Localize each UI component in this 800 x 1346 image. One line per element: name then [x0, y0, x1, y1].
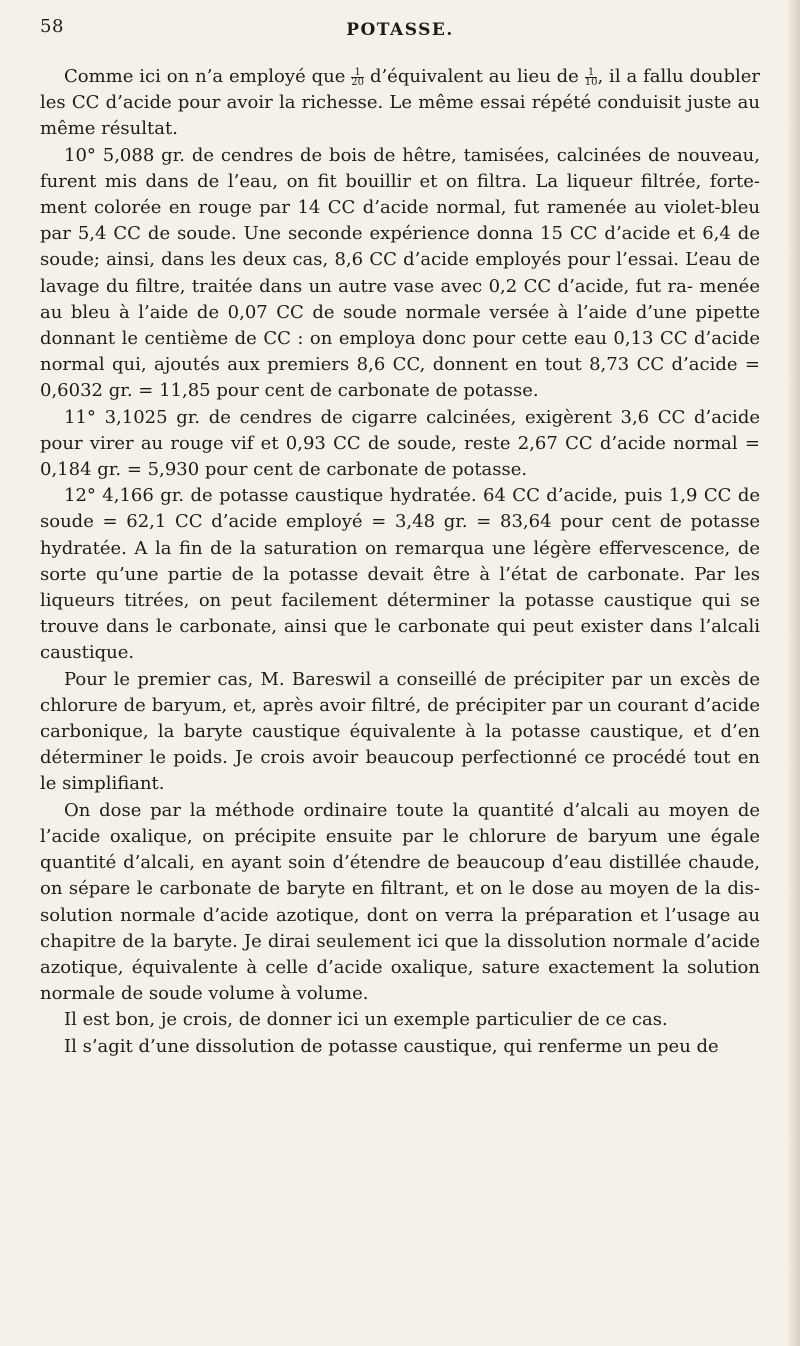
fraction-1-numerator: 1	[351, 68, 364, 78]
paragraph-1-text-a: Comme ici on n’a employé que	[64, 66, 346, 87]
paragraph-6: On dose par la méthode ordinaire toute la quantité d’alcali au moyen de l’acide oxalique, on précipite ensuite par le chlorure de baryum une égale quantité d’alcali, en ayant soin d’étendre de beaucoup d’eau distillée chaude, on sépare le carbonate de baryte en filtrant, et on le dose au moyen de la dis- solution normale d’acide azotique, dont on verra la préparation et l’usage au chapitre de la baryte. Je dirai seulement ici que la dissolution normale d’acide azotique, équivalente à celle d’acide oxalique, sature exactement la solution normale de soude volume à volume.	[40, 799, 760, 1005]
paragraph-7: Il est bon, je crois, de donner ici un exemple particulier de ce cas.	[64, 1009, 668, 1031]
page-edge-shadow	[786, 0, 800, 1346]
paragraph-3: 11° 3,1025 gr. de cendres de cigarre calcinées, exigèrent 3,6 CC d’acide pour virer au rouge vif et 0,93 CC de soude, reste 2,67 CC d’acide normal = 0,184 gr. = 5,930 pour cent de carbonate de potasse.	[40, 406, 760, 481]
paragraph-8: Il s’agit d’une dissolution de potasse caustique, qui renferme un peu de	[64, 1035, 719, 1057]
paragraph-2: 10° 5,088 gr. de cendres de bois de hêtre, tamisées, calcinées de nouveau, furent mis dans de l’eau, on fit bouillir et on filtra. La liqueur filtrée, forte- ment colorée en rouge par 14 CC d’acide normal, fut ramenée au violet-bleu par 5,4 CC de soude. Une seconde expérience donna 15 CC d’acide et 6,4 de soude; ainsi, dans les deux cas, 8,6 CC d’acide employés pour l’essai. L’eau de lavage du filtre, traitée dans un autre vase avec 0,2 CC d’acide, fut ra- menée au bleu à l’aide de 0,07 CC de soude normale versée à l’aide d’une pipette donnant le centième de CC : on employa donc pour cette eau 0,13 CC d’acide normal qui, ajoutés aux premiers 8,6 CC, donnent en tout 8,73 CC d’acide = 0,6032 gr. = 11,85 pour cent de carbonate de potasse.	[40, 144, 760, 402]
fraction-2-numerator: 1	[585, 68, 598, 78]
paragraph-1-text-c: , il a fallu doubler les CC d’acide pour avoir la richesse. Le même essai répété conduisit juste au même résultat.	[40, 66, 760, 140]
fraction-2-denominator: 10	[584, 77, 598, 88]
page-body	[40, 64, 760, 1060]
paragraph-1	[40, 64, 760, 143]
page-header	[40, 16, 760, 50]
page-number: 58	[40, 16, 64, 37]
paragraph-5: Pour le premier cas, M. Bareswil a conseillé de précipiter par un excès de chlorure de baryum, et, après avoir filtré, de précipiter par un courant d’acide carbonique, la baryte caustique équivalente à la potasse caustique, et d’en déterminer le poids. Je crois avoir beaucoup perfectionné ce procédé tout en le simplifiant.	[40, 668, 760, 795]
fraction-one-tenth	[585, 68, 598, 87]
fraction-one-twentieth	[351, 68, 364, 87]
paragraph-4: 12° 4,166 gr. de potasse caustique hydratée. 64 CC d’acide, puis 1,9 CC de soude = 62,1 CC d’acide employé = 3,48 gr. = 83,64 pour cent de potasse hydratée. A la fin de la saturation on remarqua une légère effervescence, de sorte qu’une partie de la potasse devait être à l’état de carbonate. Par les liqueurs titrées, on peut facilement déterminer la potasse caustique qui se trouve dans le carbonate, ainsi que le carbonate qui peut exister dans l’alcali caustique.	[40, 485, 760, 664]
fraction-1-denominator: 20	[351, 77, 365, 88]
paragraph-1-text-b: d’équivalent au lieu de	[369, 66, 579, 87]
running-title: POTASSE.	[346, 20, 454, 40]
